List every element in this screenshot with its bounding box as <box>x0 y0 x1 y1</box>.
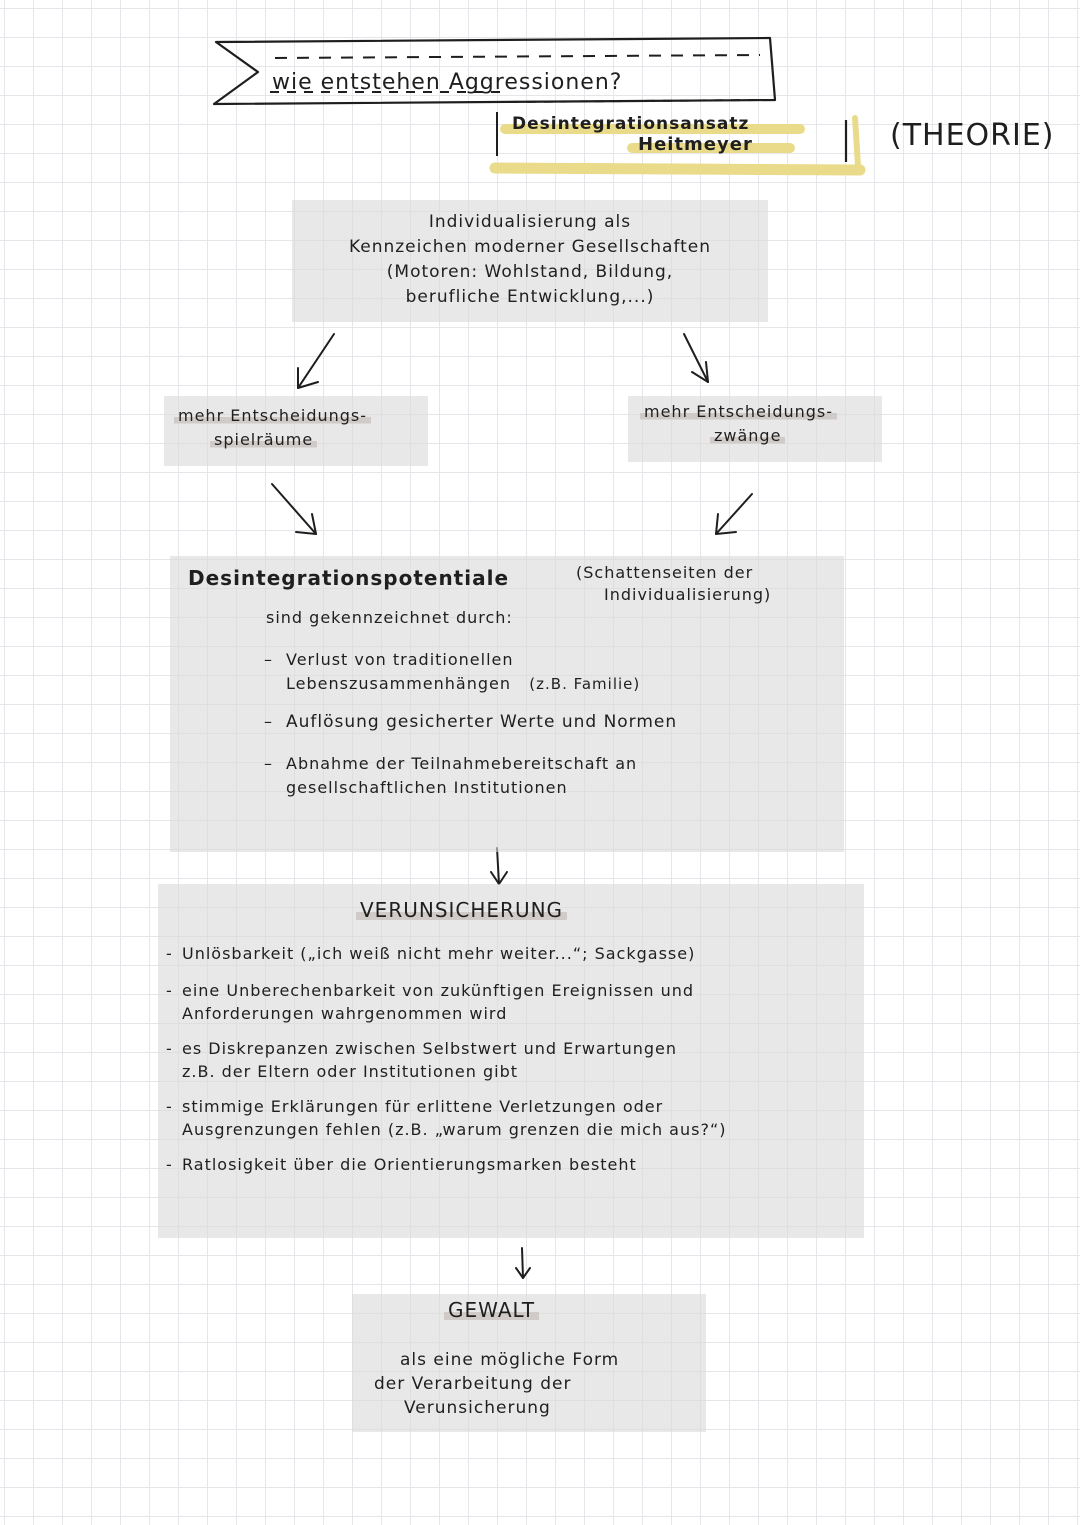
arrow-converge-left-icon <box>716 494 752 534</box>
list-item: - stimmige Erklärungen für erlittene Verletzungen oder Ausgrenzungen fehlen (z.B. „warum grenzen die mich aus?“) <box>166 1097 727 1139</box>
verunsicherung-box <box>158 884 864 1238</box>
list-item: - eine Unberechenbarkeit von zukünftigen Ereignissen und Anforderungen wahrgenommen wird <box>166 981 695 1023</box>
list-item: - Unlösbarkeit („ich weiß nicht mehr weiter...“; Sackgasse) <box>166 944 696 963</box>
left-box-line-2: spielräume <box>174 428 371 452</box>
gewalt-line-1: als eine mögliche Form <box>400 1350 620 1370</box>
gewalt-line-3: Verunsicherung <box>404 1398 551 1418</box>
right-box-line-1: mehr Entscheidungs- <box>640 400 837 424</box>
verunsicherung-heading: VERUNSICHERUNG <box>356 898 567 922</box>
arrow-down-gewalt-icon <box>516 1248 530 1278</box>
desintegration-aside-2: Individualisierung) <box>604 585 772 604</box>
desintegration-aside-1: (Schattenseiten der <box>576 563 754 582</box>
desintegration-box <box>170 556 844 852</box>
desintegration-list <box>264 648 678 800</box>
arrow-down-icon <box>491 848 507 884</box>
arrow-down-left-icon <box>298 334 334 388</box>
list-item: - es Diskrepanzen zwischen Selbstwert und Erwartungen z.B. der Eltern oder Institutionen gibt <box>166 1039 677 1081</box>
gewalt-line-2: der Verarbeitung der <box>374 1374 572 1394</box>
list-item: – Auflösung gesicherter Werte und Normen <box>264 712 678 732</box>
right-box-line-2: zwänge <box>640 424 837 448</box>
subtitle-author: Heitmeyer <box>638 134 753 155</box>
subtitle-approach: Desintegrationsansatz <box>512 114 750 134</box>
left-box-line-1: mehr Entscheidungs- <box>174 404 371 428</box>
top-box-line-4: berufliche Entwicklung,...) <box>405 287 655 307</box>
theory-tag: (THEORIE) <box>890 118 1055 153</box>
verunsicherung-list <box>166 942 727 1176</box>
arrow-down-right-icon <box>684 334 708 382</box>
gewalt-box <box>352 1294 706 1432</box>
arrow-converge-right-icon <box>272 484 316 534</box>
page-title: wie entstehen Aggressionen? <box>272 70 623 95</box>
list-item: - Ratlosigkeit über die Orientierungsmarken besteht <box>166 1155 637 1174</box>
top-box-line-2: Kennzeichen moderner Gesellschaften <box>348 237 712 257</box>
desintegration-intro: sind gekennzeichnet durch: <box>266 608 513 627</box>
list-item: – Abnahme der Teilnahmebereitschaft an gesellschaftlichen Institutionen <box>264 754 638 797</box>
list-item: – Verlust von traditionellen Lebenszusammenhängen (z.B. Familie) <box>264 650 641 693</box>
zwaenge-box <box>628 396 882 462</box>
gewalt-heading: GEWALT <box>444 1298 539 1322</box>
spielraeume-box <box>164 396 428 466</box>
top-box-line-1: Individualisierung als <box>428 212 632 232</box>
top-box-line-3: (Motoren: Wohlstand, Bildung, <box>386 262 674 282</box>
desintegration-heading: Desintegrationspotentiale <box>188 566 510 590</box>
